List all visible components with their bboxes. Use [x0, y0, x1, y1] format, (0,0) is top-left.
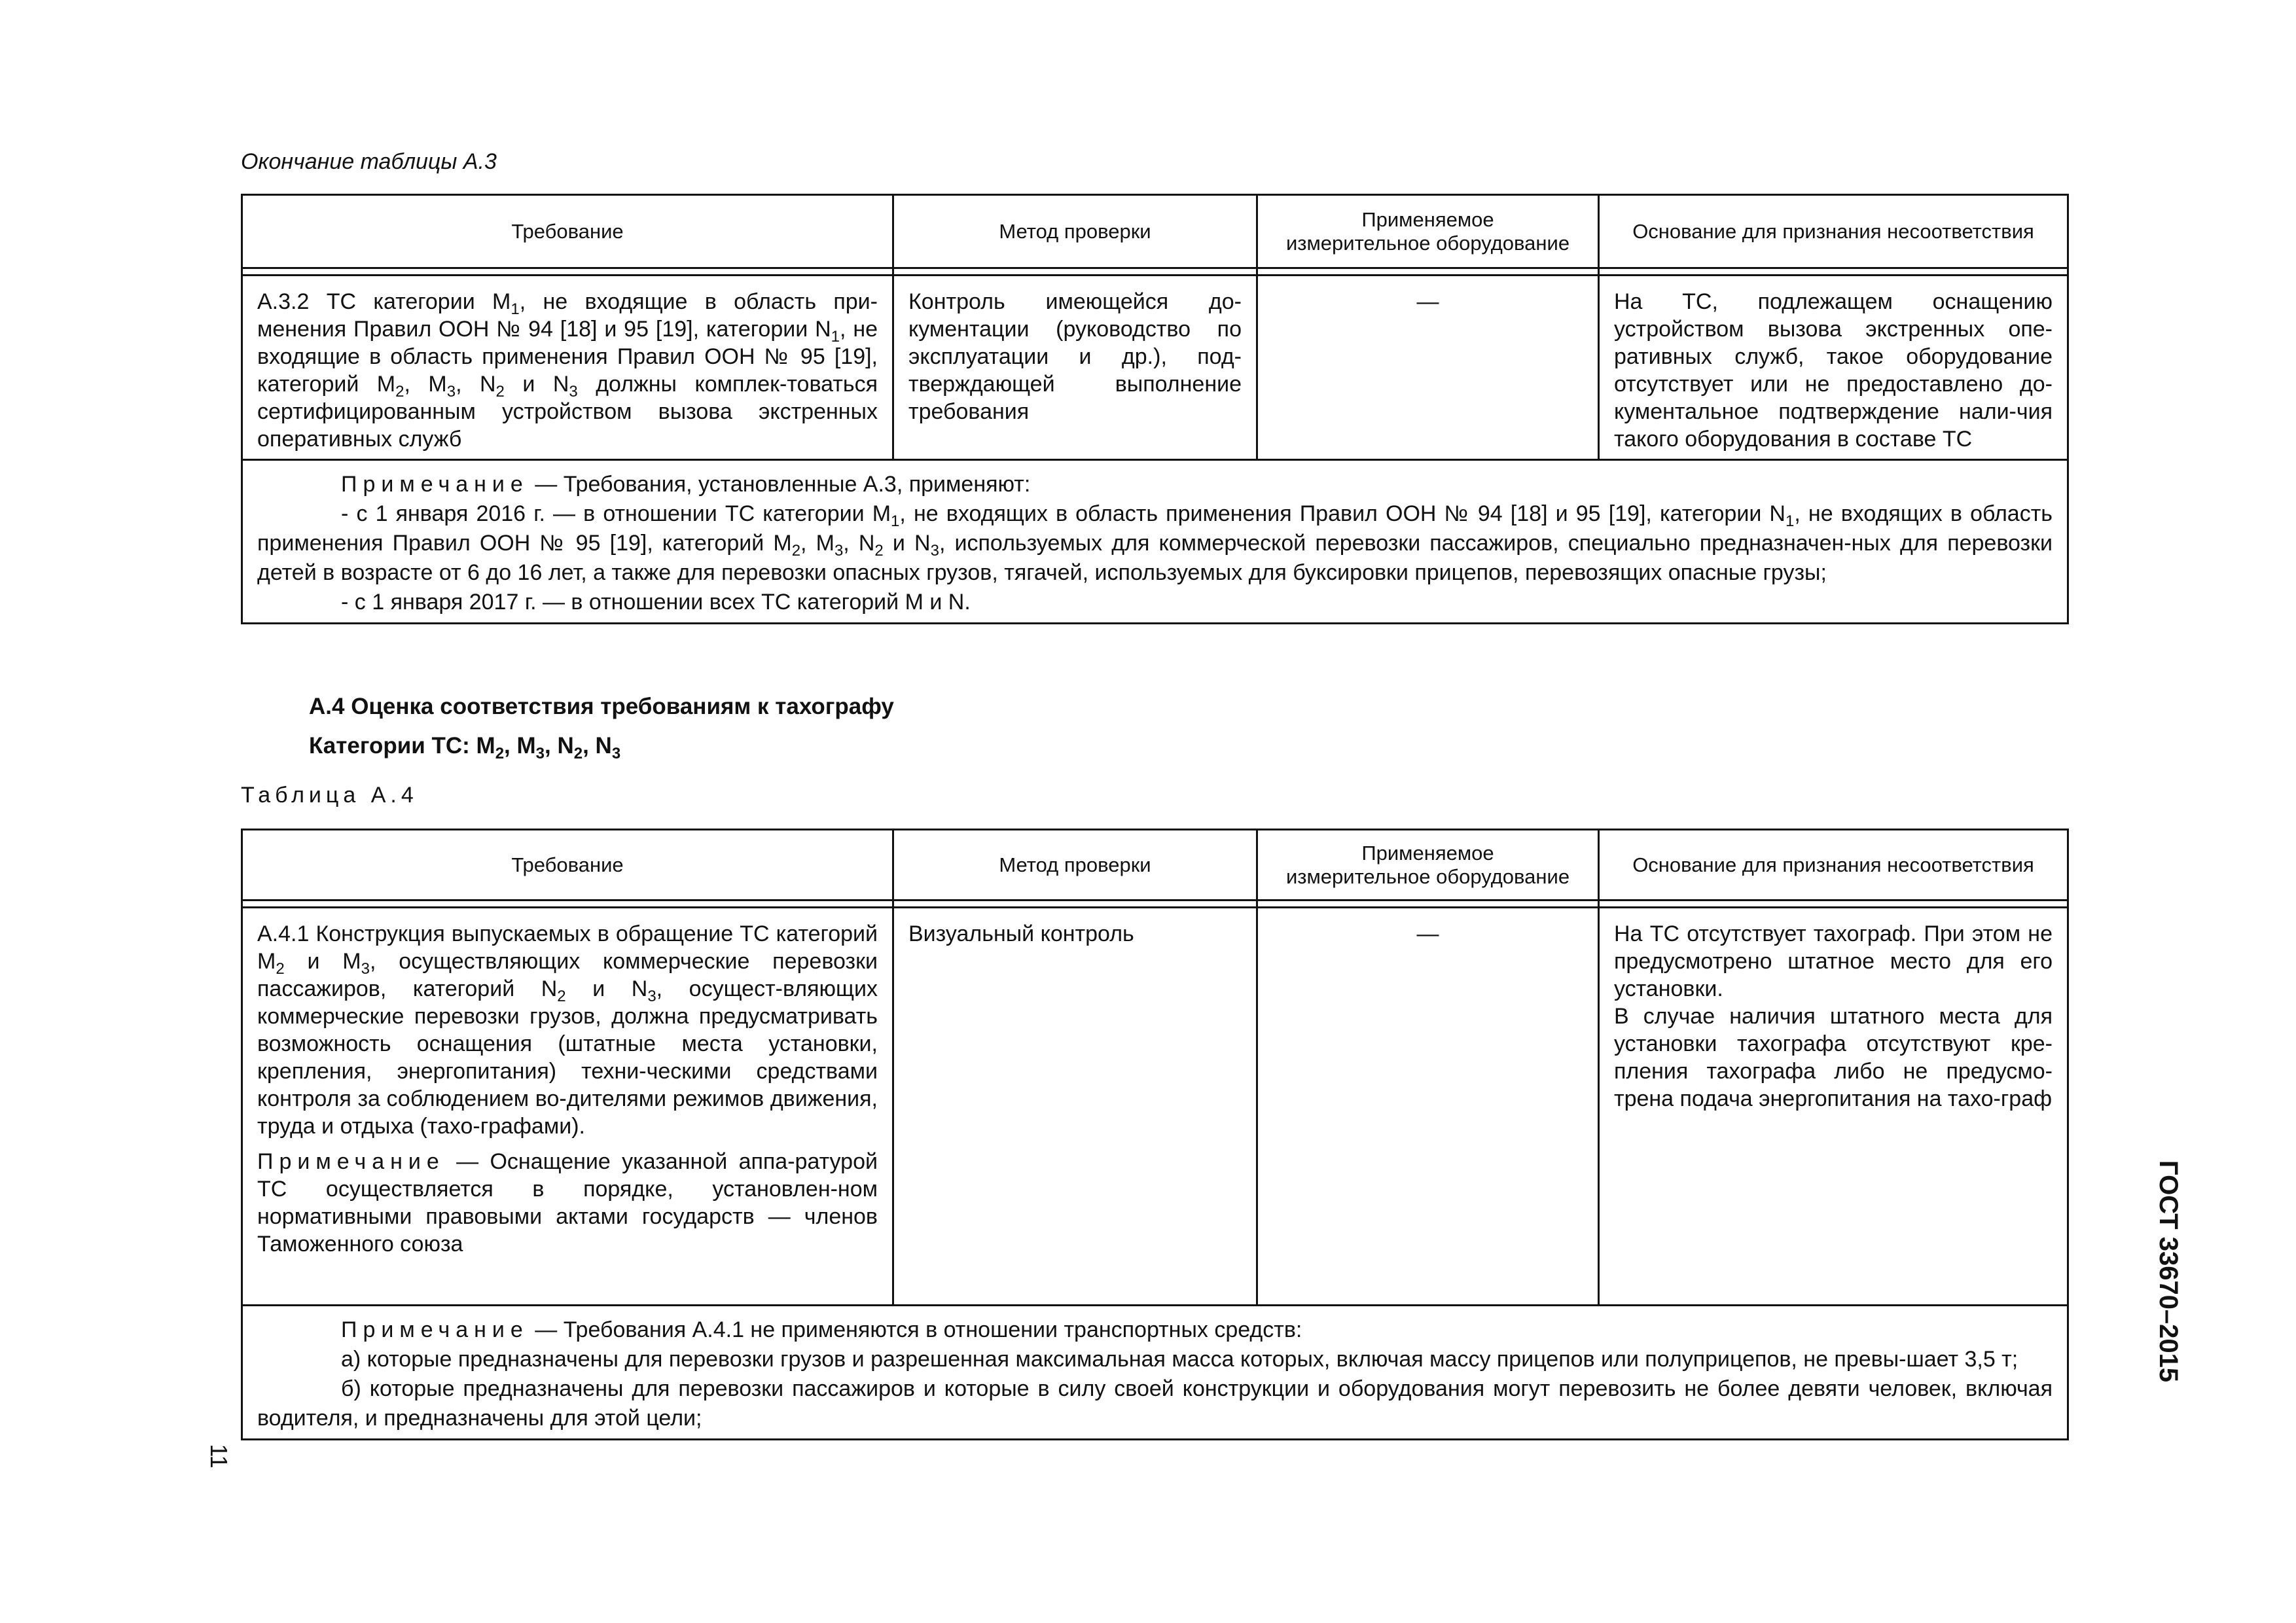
- table-a3: [241, 194, 2069, 624]
- table-note-row: [242, 1306, 2068, 1440]
- col-method: Метод проверки: [893, 195, 1257, 268]
- table-note: Примечание — Требования, установленные А.3, применяют: - с 1 января 2016 г. — в отношении ТС категории $М_1$, не входящих в область применения Правил ООН № 94 [18] и 95 [19], категории $N_1$, не входящих в область применения Правил ООН № 95 [19], категорий $М_2$, $М_3$, $N_2$ и $N_3$, используемых для коммерческой перевозки пассажиров, специально предназначен-ных для перевозки детей в возрасте от 6 до 16 лет, а также для перевозки опасных грузов, тягачей, используемых для буксировки прицепов, перевозящих опасные грузы; - с 1 января 2017 г. — в отношении всех ТС категорий М и N.: [257, 472, 2053, 615]
- standard-id: ГОСТ 33670–2015: [2154, 1160, 2183, 1383]
- table-note: Примечание — Требования А.4.1 не применяются в отношении транспортных средств: а) которые предназначены для перевозки грузов и разрешенная максимальная масса которых, включая массу прицепов или полуприцепов, не превы-шает 3,5 т; б) которые предназначены для перевозки пассажиров и которые в силу своей конструкции и оборудования могут перевозить не более девяти человек, включая водителя, и предназначены для этой цели;: [257, 1317, 2053, 1431]
- method-cell: Визуальный контроль: [908, 921, 1134, 946]
- col-equipment: Применяемое измерительное оборудование: [1257, 195, 1599, 268]
- table-header: [242, 830, 2068, 901]
- requirement-note: Примечание — Оснащение указанной аппа-ратурой ТС осуществляется в порядке, установлен-ном нормативными правовыми актами государств — членов Таможенного союза: [257, 1149, 878, 1257]
- table-title: Таблица А.4: [241, 783, 418, 808]
- continuation-caption: Окончание таблицы А.3: [241, 149, 497, 174]
- equipment-cell: —: [1416, 289, 1439, 314]
- requirement-cell: А.4.1 Конструкция выпускаемых в обращение ТС категорий $М_2$ и $М_3$, осуществляющих коммерческие перевозки пассажиров, категорий $N_2$ и $N_3$, осущест-вляющих коммерческие перевозки грузов, должна предусматривать возможность оснащения (штатные места установки, крепления, энергопитания) техни-ческими средствами контроля за соблюдением во-дителями режимов движения, труда и отдыха (тахо-графами). Примечание — Оснащение указанной аппа-ратурой ТС осуществляется в порядке, установлен-ном нормативными правовыми актами государств — членов Таможенного союза: [257, 921, 878, 1257]
- col-basis: Основание для признания несоответствия: [1599, 830, 2068, 901]
- table-row: [242, 276, 2068, 460]
- page-number: 11: [206, 1444, 232, 1469]
- basis-cell: На ТС отсутствует тахограф. При этом не предусмотрено штатное место для его установки. В случае наличия штатного места для установки тахографа отсутствуют кре-пления тахографа либо не предусмо-трена подача энергопитания на тахо-граф: [1614, 921, 2053, 1111]
- section-categories: Категории ТС: $М_2$, $М_3$, $N_2$, $N_3$: [309, 733, 621, 762]
- method-cell: Контроль имеющейся до-кументации (руководство по эксплуатации и др.), под-тверждающей выполнение требования: [908, 289, 1242, 424]
- table-a4: [241, 829, 2069, 1440]
- table-note-row: [242, 460, 2068, 624]
- col-method: Метод проверки: [893, 830, 1257, 901]
- col-requirement: Требование: [242, 195, 893, 268]
- equipment-cell: —: [1416, 921, 1439, 946]
- col-basis: Основание для признания несоответствия: [1599, 195, 2068, 268]
- col-requirement: Требование: [242, 830, 893, 901]
- basis-cell: На ТС, подлежащем оснащению устройством вызова экстренных опе-ративных служб, такое оборудование отсутствует или не предоставлено до-кументальное подтверждение нали-чия такого оборудования в составе ТС: [1614, 289, 2053, 452]
- table-header: [242, 195, 2068, 268]
- col-equipment: Применяемое измерительное оборудование: [1257, 830, 1599, 901]
- table-row: [242, 908, 2068, 1306]
- requirement-cell: А.3.2 ТС категории $М_1$, не входящие в область при-менения Правил ООН № 94 [18] и 95 [19], категории $N_1$, не входящие в область применения Правил ООН № 95 [19], категорий $М_2$, $М_3$, $N_2$ и $N_3$ должны комплек-товаться сертифицированным устройством вызова экстренных оперативных служб: [257, 289, 878, 452]
- section-heading: А.4 Оценка соответствия требованиям к тахографу: [309, 694, 894, 719]
